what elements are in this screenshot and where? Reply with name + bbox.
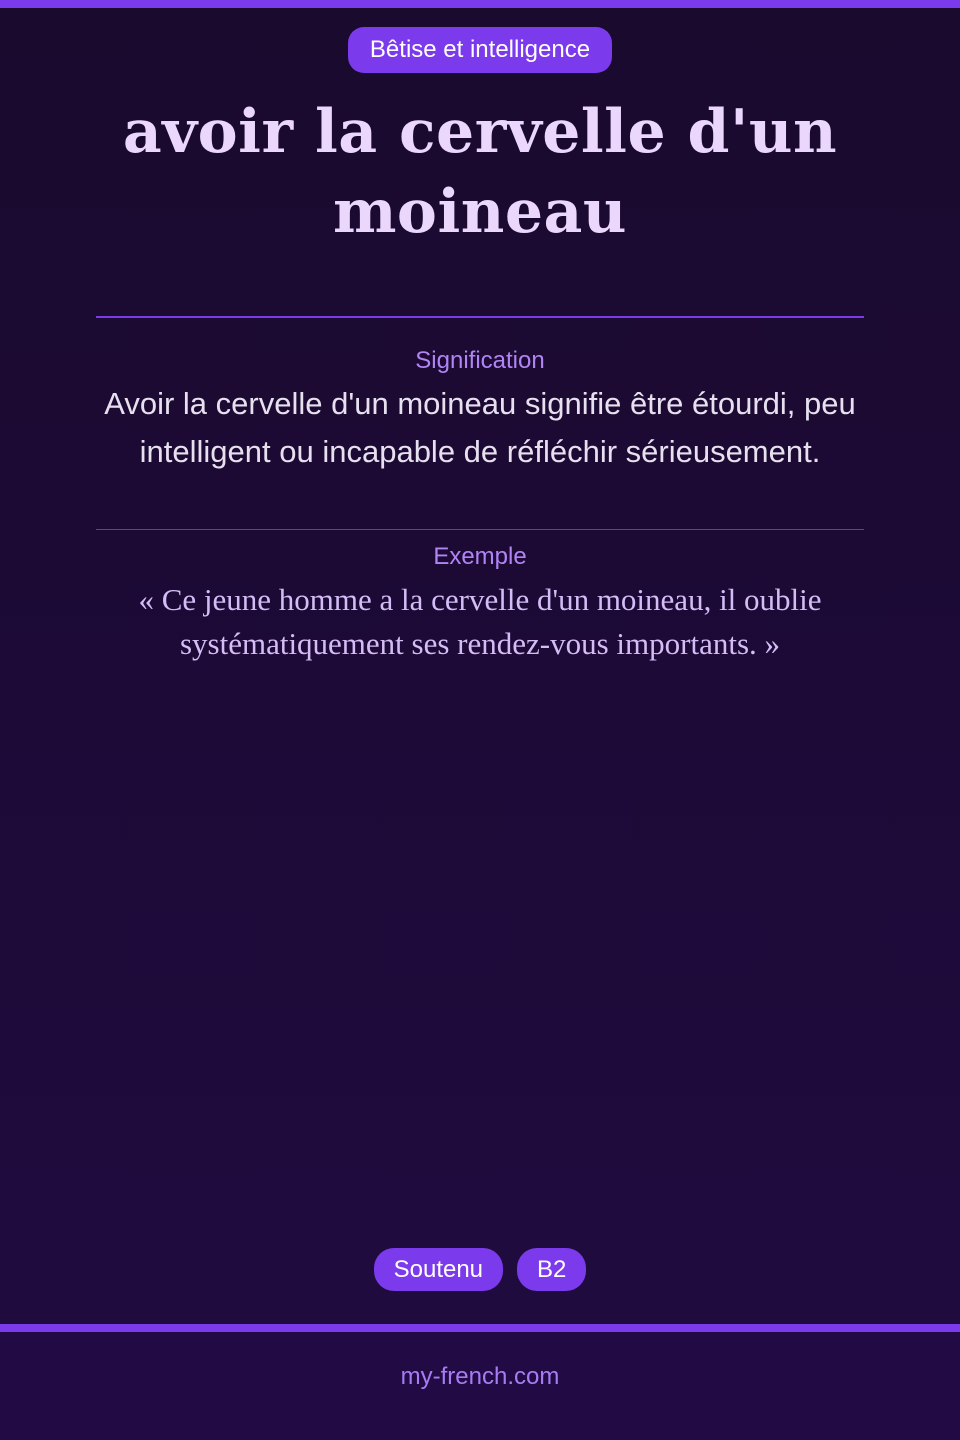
divider-middle xyxy=(96,529,864,530)
tag-list xyxy=(0,1248,960,1291)
register-tag: Soutenu xyxy=(374,1248,503,1291)
meaning-label: Signification xyxy=(415,347,545,374)
meaning-text: Avoir la cervelle d'un moineau signifie être étourdi, peu intelligent ou incapable de réfléchir sérieusement. xyxy=(104,386,856,469)
top-accent-bar xyxy=(0,0,960,8)
footer-site: my-french.com xyxy=(400,1363,560,1390)
divider-top xyxy=(96,316,864,318)
example-label: Exemple xyxy=(433,543,527,570)
level-tag: B2 xyxy=(517,1248,586,1291)
category-badge: Bêtise et intelligence xyxy=(348,27,612,73)
expression-title: avoir la cervelle d'un moineau xyxy=(122,97,838,247)
example-text: « Ce jeune homme a la cervelle d'un moineau, il oublie systématiquement ses rendez-vous importants. » xyxy=(138,582,822,661)
footer xyxy=(0,1324,960,1440)
